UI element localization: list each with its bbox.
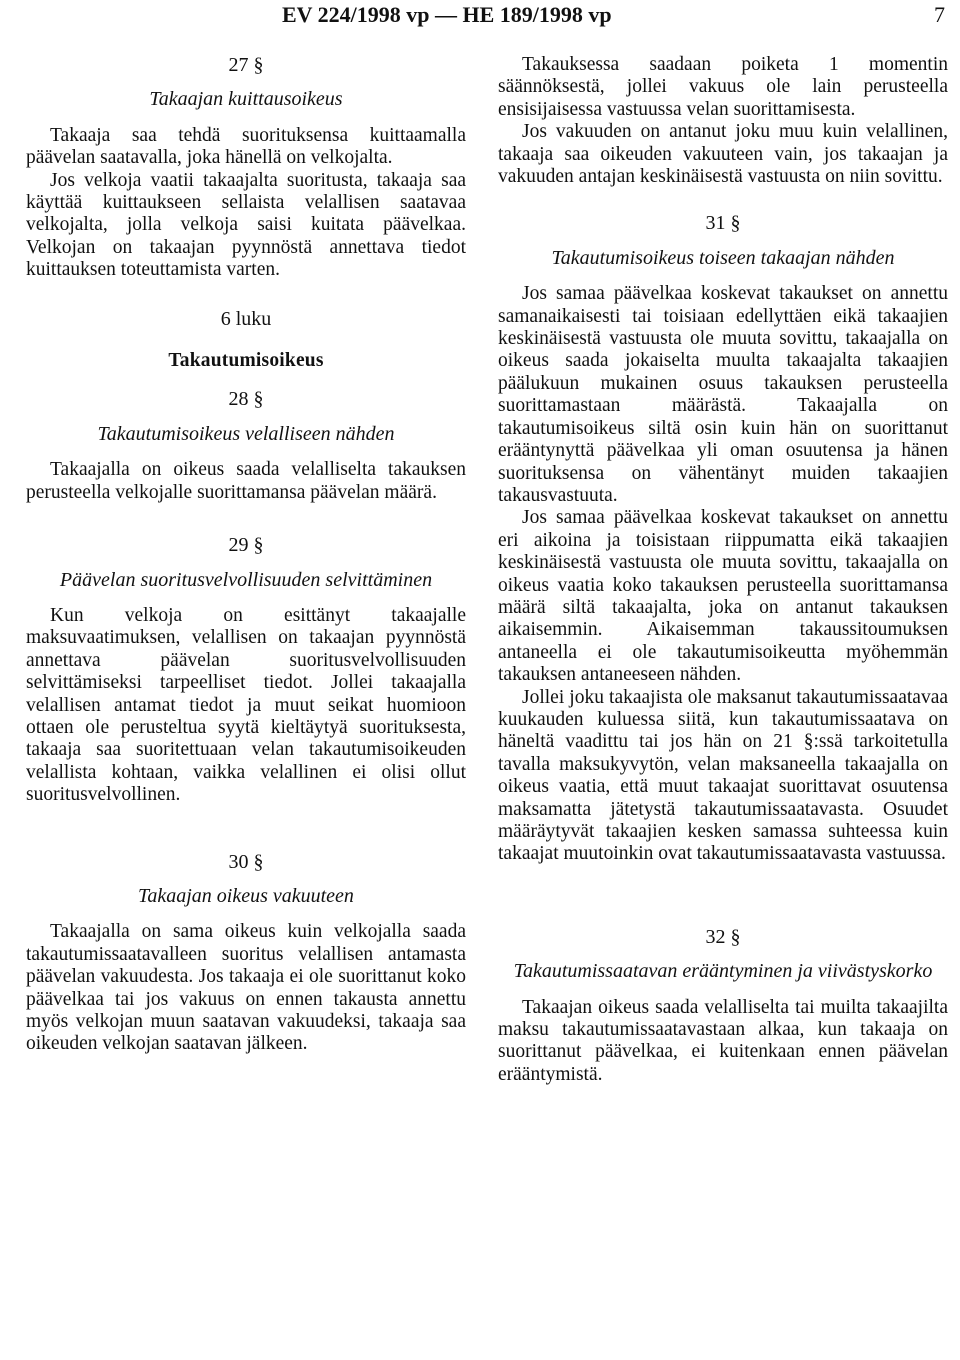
page-number: 7 [934, 2, 945, 27]
section-28-title: Takautumisoikeus velalliseen nähden [97, 422, 395, 445]
section-31-paragraph-2: Jos samaa päävelkaa koskevat takaukset on annettu eri aikoina ja toisistaan riippumatta eikä takaajien keskinäisestä vastuusta ole muuta sovittu, takaajalla on oikeus vaatia koko takauksen perusteella suorittamansa määrä siltä takaajalta, joka on antanut takauksen aikaisemmin. Aikaisemman takaussitoumuksen antaneella ei ole takautumisoikeutta myöhemmän takauksen antaneeseen nähden. [498, 507, 948, 686]
section-31-paragraph-3: Jollei joku takaajista ole maksanut takautumissaatavaa kuukauden kuluessa siitä, kun takautumissaatava on häneltä vaadittu tai jos hän on 21 §:ssä tarkoitetulla tavalla maksukyvytön, velan maksaneella takaajalla on oikeus vaatia, että muut takaajat suorittavat osuutensa maksamatta jätetystä takautumissaatavasta. Osuudet määräytyvät takaajien kesken samassa suhteessa kuin takaajat muutoinkin ovat takautumissaatavasta vastuussa. [498, 686, 948, 865]
section-30-continued-paragraph-2: Jos vakuuden on antanut joku muu kuin velallinen, takaaja saa oikeuden vakuuteen vain, jos takaajan ja vakuuden antajan keskinäisestä vastuusta on niin sovittu. [498, 121, 948, 188]
page-header [0, 2, 960, 32]
section-28-number: 28 § [228, 388, 264, 411]
section-30-continued-paragraph-1: Takauksessa saadaan poiketa 1 momentin säännöksestä, jollei vakuus ole lain perusteella ensisijaisessa vastuussa velan suorittamisesta. [498, 54, 948, 120]
section-32-paragraph-1: Takaajan oikeus saada velalliselta tai muilta takaajilta maksu takautumissaatavastaan alkaa, kun takaaja on suorittanut päävelkaa, ei kuitenkaan ennen päävelan erääntymistä. [498, 996, 948, 1085]
chapter-6-number: 6 luku [220, 307, 272, 330]
document-reference: EV 224/1998 vp — HE 189/1998 vp [282, 2, 612, 27]
section-27-paragraph-1: Takaaja saa tehdä suorituksensa kuittaamalla päävelan saatavalla, joka hänellä on velkojalta. [26, 124, 466, 169]
section-29-number: 29 § [228, 534, 264, 557]
section-30-paragraph-1: Takaajalla on sama oikeus kuin velkojalla saada takautumissaatavalleen suoritus velallisen antamasta päävelan vakuudesta. Jos takaaja ei ole suorittanut koko päävelkaa tai jos vakuus on ennen takausta annettu myös velkojan muun saatavan vakuudeksi, takaaja saa oikeuden velkojan saatavan jälkeen. [26, 921, 466, 1055]
section-28-paragraph-1: Takaajalla on oikeus saada velalliselta takauksen perusteella velkojalle suorittamansa päävelan määrä. [26, 459, 466, 503]
section-31-number: 31 § [705, 212, 741, 235]
section-27-paragraph-2: Jos velkoja vaatii takaajalta suoritusta, takaaja saa käyttää kuittaukseen sellaista velallisen saatavaa velkojalta, jolla velkoja saisi kuitata päävelkaa. Velkojan on takaajan pyynnöstä annettava tiedot kuittauksen toteuttamista varten. [26, 169, 466, 281]
section-31-title: Takautumisoikeus toiseen takaajan nähden [551, 246, 895, 269]
section-30-number: 30 § [228, 850, 264, 873]
section-29-title: Päävelan suoritusvelvollisuuden selvittäminen [59, 568, 433, 591]
section-30-title: Takaajan oikeus vakuuteen [138, 884, 354, 907]
section-27-number: 27 § [228, 54, 264, 76]
section-29-paragraph-1: Kun velkoja on esittänyt takaajalle maksuvaatimuksen, velallisen on takaajan pyynnöstä annettava päävelan suoritusvelvollisuuden selvittämiseksi tarpeelliset tiedot. Jollei takaajalla velallisen antamat tiedot ja muut seikat huomioon ottaen ole perusteltua syytä kieltäytyä suorituksesta, takaaja saa suoritettuaan velan takautumisoikeuden velallista kohtaan, vaikka velallinen ei olisi ollut suoritusvelvollinen. [26, 604, 466, 806]
right-column [498, 54, 948, 1086]
left-column [26, 54, 466, 1056]
chapter-6-title: Takautumisoikeus [168, 350, 324, 372]
section-27-title: Takaajan kuittausoikeus [149, 88, 343, 111]
section-32-number: 32 § [705, 925, 741, 948]
section-31-paragraph-1: Jos samaa päävelkaa koskevat takaukset on annettu samanaikaisesti tai toisiaan edellyttäen eikä takaajien keskinäisestä vastuusta ole muuta sovittu, takaajalla on oikeus saada jokaiselta muulta takaajalta takaajien päälukuun mukainen osuus takauksen perusteella suorittamastaan määrästä. Takaajalla on takautumisoikeus siltä osin kuin hän on suorittanut erääntynyttä päävelkaa yli oman osuutensa ja hänen suorituksensa on vähentänyt muiden takaajien takausvastuuta. [498, 283, 948, 506]
section-32-title: Takautumissaatavan erääntyminen ja viivästyskorko [513, 960, 933, 983]
